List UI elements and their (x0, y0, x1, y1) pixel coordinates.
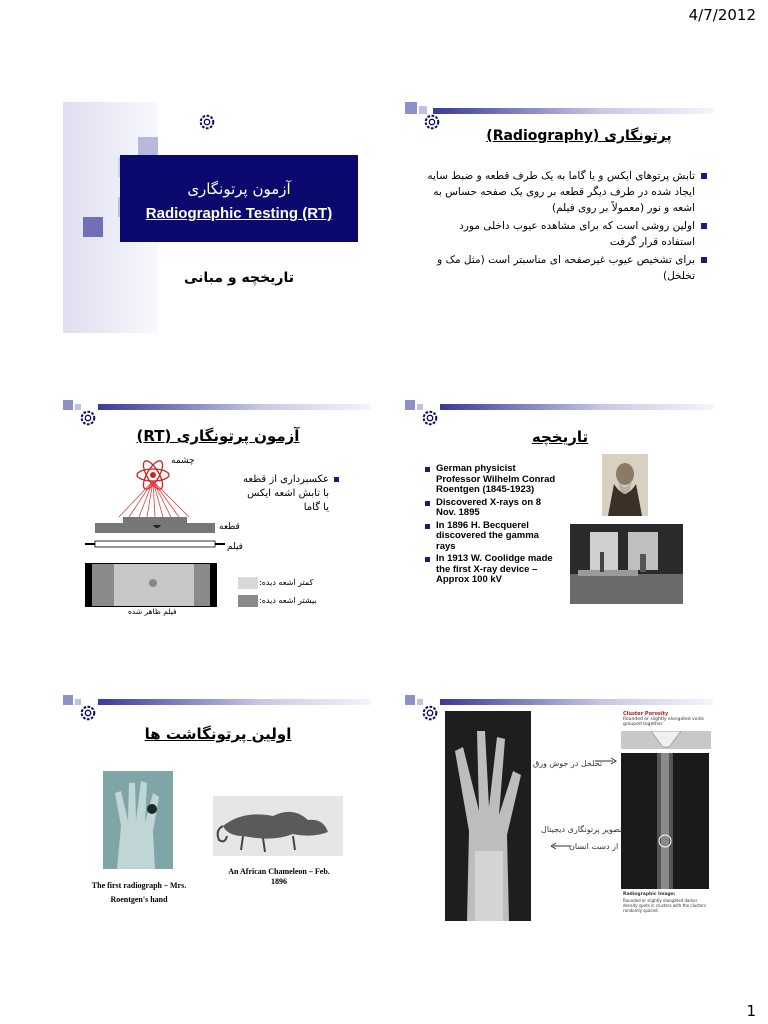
annotation-digital-radiograph: تصویر پرتونگاری دیجیتال (541, 825, 623, 834)
slide1-subtitle: تاریخچه و مبانی (183, 270, 294, 286)
label-radiographic-image-desc: Rounded or slightly elongated darker density spots in clusters with the clusters randomly spaced. (623, 898, 707, 913)
slide-6 (405, 693, 713, 924)
header-date: 4/7/2012 (688, 6, 756, 24)
slide-3 (63, 398, 371, 629)
page-number: 1 (746, 1002, 756, 1020)
legend-less-swatch (238, 577, 258, 589)
slide4-bullets (425, 464, 560, 586)
part-label: قطعه (219, 522, 240, 532)
list-item: Discovered X-rays on 8 Nov. 1895 (425, 498, 560, 519)
film-label: فیلم (227, 542, 243, 552)
chameleon-radiograph-image (213, 796, 343, 856)
slide-2 (405, 102, 713, 333)
weld-radiograph-image (621, 753, 709, 889)
list-item: In 1913 W. Coolidge made the first X-ray device – Approx 100 kV (425, 554, 560, 586)
hand-xray-image (445, 711, 531, 921)
bullet-icon (334, 477, 339, 482)
slide1-title-fa: آزمون پرتونگاری (187, 180, 291, 198)
university-logo-icon (421, 409, 439, 427)
bullet-icon (701, 173, 707, 179)
annotation-weld-porosity: تخلخل در جوش ورق (533, 759, 603, 768)
slide5-title: اولین پرتونگاشت ها (144, 725, 292, 743)
list-item: German physicist Professor Wilhelm Conrad Roentgen (1845-1923) (425, 464, 560, 496)
bullet-icon (701, 223, 707, 229)
weld-plate-diagram (621, 731, 711, 749)
legend-more-label: بیشتر اشعه دیده: (259, 596, 317, 605)
slide4-title: تاریخچه (531, 428, 589, 446)
university-logo-icon (198, 113, 216, 131)
label-cluster-porosity-desc: Rounded or slightly elongated voids grouped together (623, 717, 704, 727)
university-logo-icon (79, 704, 97, 722)
legend-less-label: کمتر اشعه دیده: (259, 578, 314, 587)
slide-1 (63, 102, 371, 333)
bullet-icon (425, 501, 430, 506)
caption-first-radiograph: The first radiograph – Mrs. Roentgen's hand (91, 881, 187, 904)
bullet-icon (425, 467, 430, 472)
developed-film (85, 563, 217, 607)
list-item: برای تشخیص عیوب غیرصفحه ای مناسبتر است (مثل مک و تخلخل) (425, 252, 707, 284)
slide-5 (63, 693, 371, 924)
bullet-icon (701, 257, 707, 263)
laboratory-photo-image (570, 524, 683, 604)
list-item: اولین روشی است که برای مشاهده عیوب داخلی مورد استفاده قرار گرفت (425, 218, 707, 250)
list-item: عکسبرداری از قطعه با تابش اشعه ایکس یا گاما (239, 473, 339, 515)
slide2-bullets (425, 168, 707, 284)
legend-more-swatch (238, 595, 258, 607)
developed-film-label: فیلم ظاهر شده (128, 607, 177, 616)
slide1-title-en: Radiographic Testing (RT) (145, 205, 333, 222)
university-logo-icon (79, 409, 97, 427)
arrow-left-icon (551, 842, 571, 850)
annotation-human-hand: از دست انسان (569, 842, 619, 851)
source-label: چشمه (171, 456, 195, 466)
roentgen-portrait-image (602, 454, 648, 516)
slide3-bullets (239, 473, 339, 515)
arrow-right-icon (595, 757, 617, 765)
label-cluster-porosity: Cluster Porosity (623, 711, 669, 717)
first-radiograph-hand-image (103, 771, 173, 869)
list-item: In 1896 H. Becquerel discovered the gamma rays (425, 521, 560, 553)
university-logo-icon (421, 704, 439, 722)
list-item: تابش پرتوهای ایکس و یا گاما به یک طرف قطعه و ضبط سایه ایجاد شده در طرف دیگر قطعه بر روی یک صفحه حساس به اشعه و نور (معمولاً بر روی فیلم) (425, 168, 707, 216)
bullet-icon (425, 557, 430, 562)
slide1-title-box (120, 155, 358, 242)
slide-4 (405, 398, 713, 629)
radiography-diagram (83, 453, 233, 558)
university-logo-icon (423, 113, 441, 131)
label-radiographic-image: Radiographic Image: (623, 892, 676, 897)
caption-chameleon: An African Chameleon – Feb. 1896 (228, 867, 330, 886)
slide3-title: آزمون پرتونگاری (RT) (136, 427, 300, 445)
bullet-icon (425, 524, 430, 529)
slide2-title: پرتونگاری (Radiography) (486, 128, 672, 144)
